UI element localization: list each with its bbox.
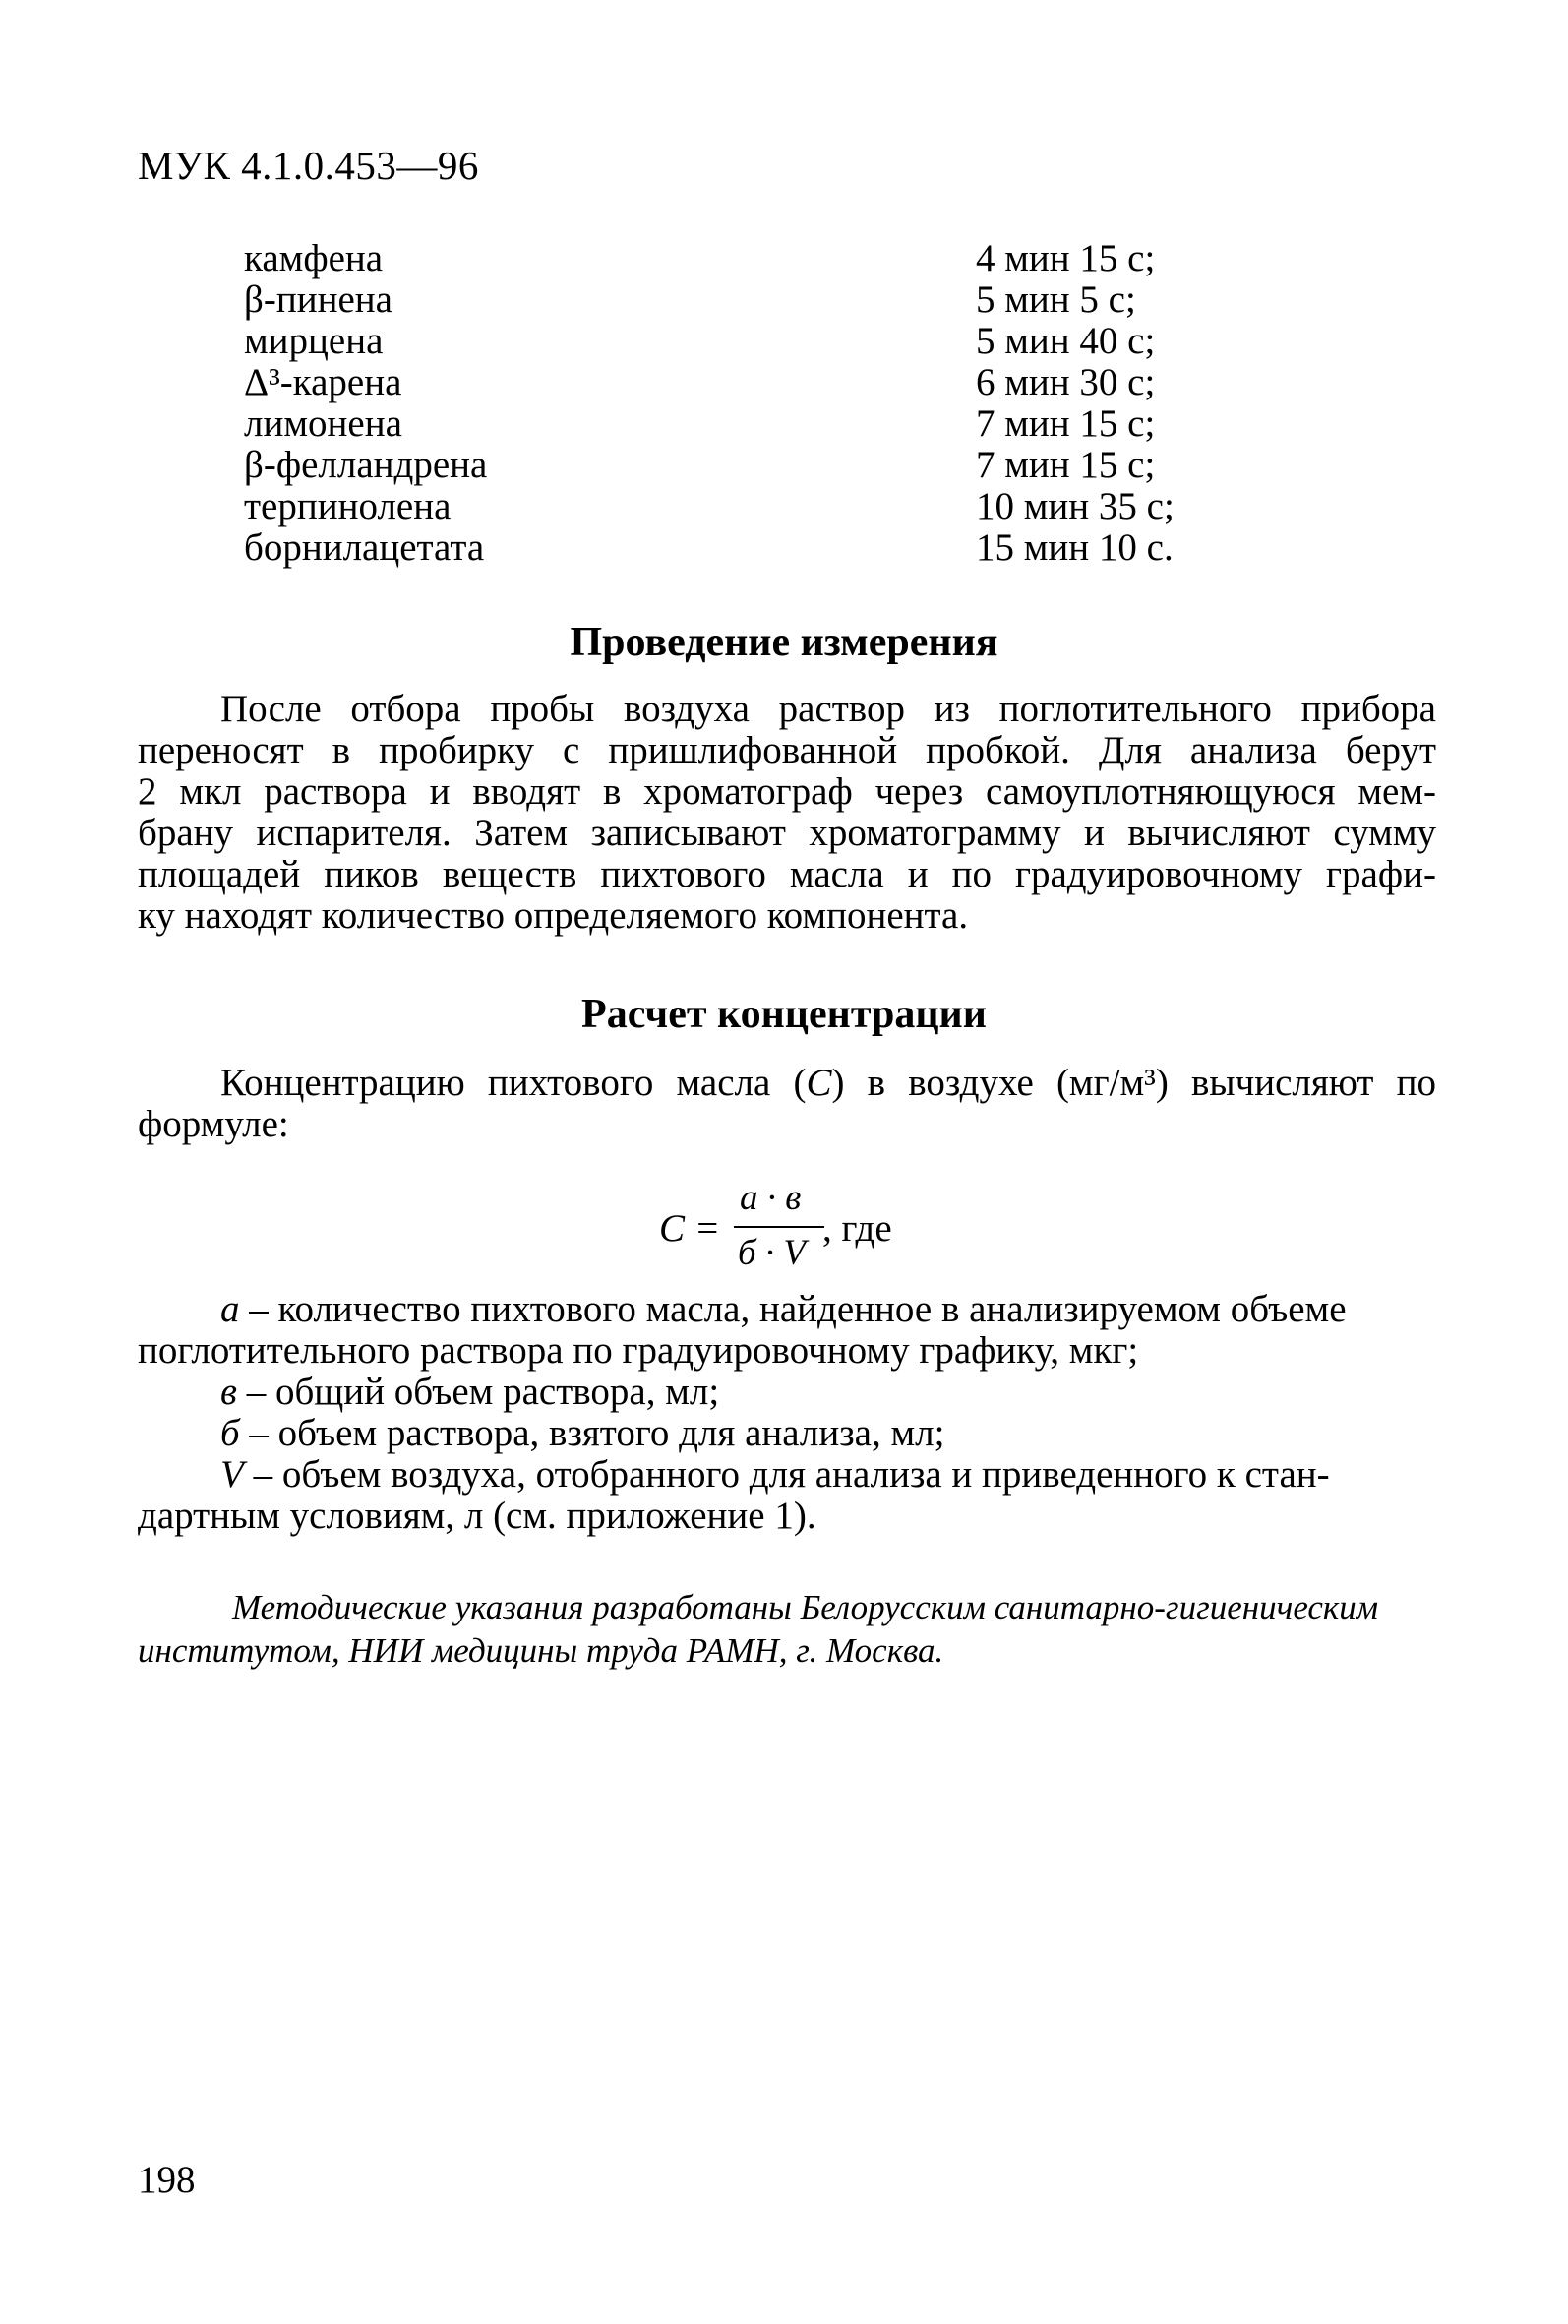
retention-time: 6 мин 30 с; (976, 361, 1156, 403)
retention-time: 10 мин 35 с; (976, 485, 1175, 527)
definition-v (138, 1372, 1436, 1413)
compound-name: лимонена (244, 402, 402, 445)
page-number: 198 (138, 2159, 196, 2201)
concentration-formula (659, 1177, 954, 1285)
section-heading-calculation: Расчет концентрации (581, 992, 987, 1037)
paragraph-line (138, 1063, 1436, 1104)
variable-definitions (138, 1289, 1436, 1537)
compound-name: β-пинена (244, 278, 392, 321)
definition-a (138, 1289, 1436, 1330)
paragraph-line: площадей пиков веществ пихтового масла и по градуировочному графи- (138, 853, 1436, 895)
retention-time: 7 мин 15 с; (976, 402, 1156, 445)
paragraph-line: ку находят количество определяемого компонента. (138, 894, 969, 937)
compound-name: терпинолена (244, 485, 452, 527)
definition-volume-continued: дартным условиям, л (см. приложение 1). (138, 1495, 816, 1537)
credits-note (138, 1586, 1436, 1673)
definition-text: – количество пихтового масла, найденное в анализируемом объеме (239, 1288, 1347, 1330)
retention-row (244, 486, 1228, 527)
definition-volume (138, 1454, 1436, 1496)
definition-text: – общий объем раствора, мл; (236, 1371, 720, 1413)
document-code: МУК 4.1.0.453—96 (138, 143, 479, 188)
retention-time: 5 мин 5 с; (976, 278, 1136, 321)
measurement-paragraph (138, 689, 1436, 937)
retention-times-list (244, 238, 1228, 569)
fraction-bar (734, 1226, 824, 1228)
compound-name: Δ³-карена (244, 361, 402, 403)
symbol-b: б (220, 1412, 240, 1454)
retention-row (244, 403, 1228, 445)
formula-numerator: a · в (740, 1178, 802, 1218)
concentration-symbol: C (806, 1062, 832, 1104)
credits-line: Методические указания разработаны Белорусским санитарно-гигиеническим (232, 1588, 1379, 1626)
definition-a-continued: поглотительного раствора по градуировочному графику, мкг; (138, 1329, 1139, 1372)
intro-text: Концентрацию пихтового масла ( (220, 1062, 807, 1104)
retention-row (244, 445, 1228, 486)
paragraph-line: брану испарителя. Затем записывают хроматограмму и вычисляют сумму (138, 812, 1436, 854)
intro-text: ) в воздухе (мг/м³) вычисляют по (831, 1062, 1436, 1104)
retention-row (244, 279, 1228, 321)
symbol-volume: V (220, 1453, 244, 1496)
retention-time: 4 мин 15 с; (976, 237, 1156, 279)
paragraph-line: 2 мкл раствора и вводят в хроматограф через самоуплотняющуюся мем- (138, 770, 1436, 813)
retention-time: 5 мин 40 с; (976, 320, 1156, 362)
compound-name: β-фелландрена (244, 444, 488, 486)
formula-suffix: , где (822, 1207, 892, 1250)
compound-name: камфена (244, 237, 384, 279)
compound-name: борнилацетата (244, 526, 485, 569)
paragraph-line: формуле: (138, 1103, 289, 1145)
formula-lhs: C = (659, 1207, 721, 1250)
retention-row (244, 527, 1228, 569)
retention-time: 7 мин 15 с; (976, 444, 1156, 486)
section-heading-measurement: Проведение измерения (570, 620, 998, 665)
credits-line: институтом, НИИ медицины труда РАМН, г. Москва. (138, 1631, 944, 1670)
definition-b (138, 1413, 1436, 1454)
paragraph-line: После отбора пробы воздуха раствор из поглотительного прибора (220, 688, 1436, 730)
definition-text: – объем раствора, взятого для анализа, мл; (239, 1412, 945, 1454)
paragraph-line: переносят в пробирку с пришлифованной пробкой. Для анализа берут (138, 729, 1436, 771)
calculation-intro (138, 1063, 1436, 1145)
formula-denominator: б · V (738, 1233, 806, 1273)
definition-text: – объем воздуха, отобранного для анализа и приведенного к стан- (243, 1453, 1330, 1496)
retention-row (244, 238, 1228, 279)
compound-name: мирцена (244, 320, 384, 362)
retention-row (244, 321, 1228, 362)
symbol-a: a (220, 1288, 240, 1330)
retention-row (244, 362, 1228, 403)
symbol-v: в (220, 1371, 237, 1413)
retention-time: 15 мин 10 с. (976, 526, 1174, 569)
